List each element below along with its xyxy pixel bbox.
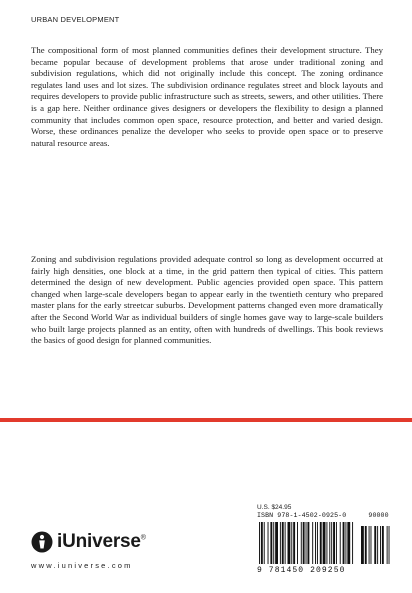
isbn-number: ISBN 978-1-4502-0925-0 xyxy=(257,512,347,519)
publisher-logo-text: iUniverse xyxy=(57,531,141,552)
body-paragraph-2: Zoning and subdivision regulations provided adequate control so long as development occurred at fairly high densities, one block at a time, in the grid pattern then typical of cities. This pattern determined the design of new development. Public agencies provided open space. This pattern changed when large-scale developers began to appear early in the twentieth century who prepared master plans for the early streetcar suburbs. Development patterns changed even more dramatically after the Second World War as individual builders of single homes gave way to large-scale builders who built large projects planned as an entity, often with hundreds of dwellings. This book reviews the basics of good design for planned communities. xyxy=(31,254,383,346)
barcode-image xyxy=(255,522,395,566)
publisher-url[interactable]: www.iuniverse.com xyxy=(31,561,133,570)
publisher-logo xyxy=(31,531,146,553)
accent-divider xyxy=(0,418,412,422)
body-paragraph-1: The compositional form of most planned communities defines their development structure. They became popular because of development problems that arose under traditional zoning and subdivision regulations, which did not originally include this concept. The zoning ordinance regulates land uses and lot sizes. The subdivision ordinance regulates street and block layouts and requires developers to provide public infrastructure such as streets, sewers, and other utilities. There is a gap here. Neither ordinance gives designers or developers the flexibility to design a planned community that includes common open space, resource protection, and better and varied design. Worse, these ordinances penalize the developer who seeks to provide open space or to preserve natural resource areas. xyxy=(31,45,383,148)
isbn-addon: 90000 xyxy=(368,512,389,519)
registered-mark: ® xyxy=(140,534,146,542)
barcode-block xyxy=(255,512,395,580)
barcode-number: 9 781450 209250 xyxy=(257,566,346,575)
isbn-label xyxy=(257,512,389,519)
category-label: URBAN DEVELOPMENT xyxy=(31,15,120,24)
price-label: U.S. $24.95 xyxy=(257,504,292,511)
publisher-logo-icon xyxy=(31,531,53,553)
